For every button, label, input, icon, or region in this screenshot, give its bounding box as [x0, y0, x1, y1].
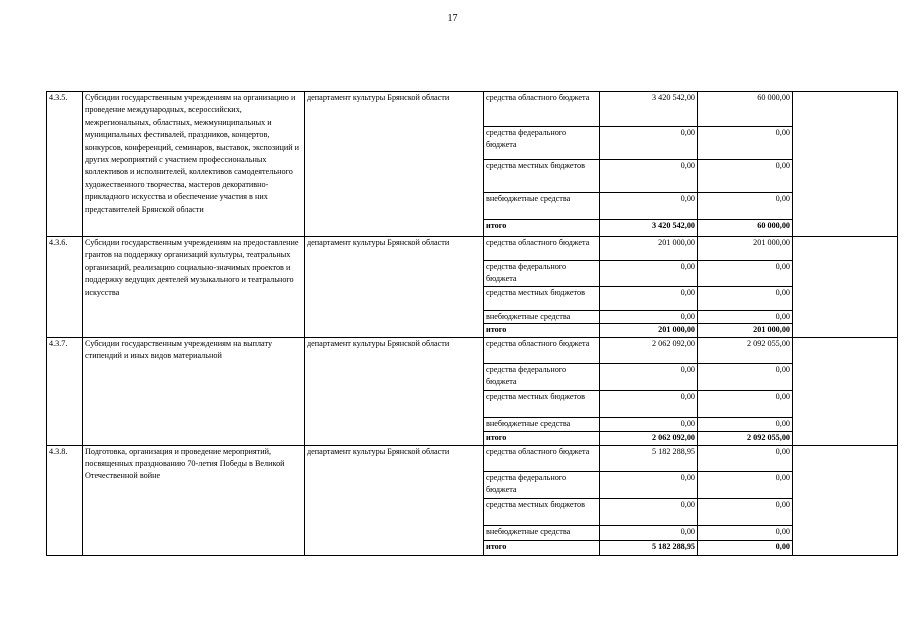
funding-source: средства федерального бюджета — [484, 363, 600, 390]
amount-1: 0,00 — [600, 310, 698, 323]
item-name: Субсидии государственным учреждениям на выплату стипендий и иных видов материальной — [83, 337, 305, 445]
funding-source: внебюджетные средства — [484, 525, 600, 540]
amount-1: 0,00 — [600, 417, 698, 431]
total-label: итого — [484, 324, 600, 337]
amount-2: 0,00 — [698, 310, 793, 323]
funding-source: средства федерального бюджета — [484, 471, 600, 498]
amount-1: 5 182 288,95 — [600, 445, 698, 471]
total-label: итого — [484, 431, 600, 445]
item-executor: департамент культуры Брянской области — [305, 445, 484, 555]
funding-source: средства федерального бюджета — [484, 261, 600, 287]
empty-cell — [793, 337, 898, 445]
total-amount-2: 60 000,00 — [698, 220, 793, 237]
funding-source: средства местных бюджетов — [484, 390, 600, 417]
item-code: 4.3.8. — [47, 445, 83, 555]
amount-2: 60 000,00 — [698, 92, 793, 127]
amount-1: 3 420 542,00 — [600, 92, 698, 127]
funding-source: средства областного бюджета — [484, 237, 600, 261]
empty-cell — [793, 92, 898, 237]
amount-1: 0,00 — [600, 471, 698, 498]
amount-1: 0,00 — [600, 193, 698, 220]
amount-2: 0,00 — [698, 286, 793, 310]
total-amount-2: 201 000,00 — [698, 324, 793, 337]
amount-1: 0,00 — [600, 363, 698, 390]
funding-source: средства местных бюджетов — [484, 498, 600, 525]
funding-source: внебюджетные средства — [484, 417, 600, 431]
amount-2: 0,00 — [698, 445, 793, 471]
amount-2: 0,00 — [698, 193, 793, 220]
table-row — [47, 445, 898, 471]
empty-cell — [793, 445, 898, 555]
funding-source: средства областного бюджета — [484, 337, 600, 363]
funding-source: средства областного бюджета — [484, 92, 600, 127]
amount-1: 0,00 — [600, 525, 698, 540]
amount-2: 0,00 — [698, 363, 793, 390]
total-label: итого — [484, 540, 600, 555]
item-executor: департамент культуры Брянской области — [305, 92, 484, 237]
total-amount-1: 5 182 288,95 — [600, 540, 698, 555]
total-amount-2: 0,00 — [698, 540, 793, 555]
funding-source: средства местных бюджетов — [484, 286, 600, 310]
amount-1: 0,00 — [600, 390, 698, 417]
total-amount-1: 201 000,00 — [600, 324, 698, 337]
item-name: Субсидии государственным учреждениям на предоставление грантов на поддержку организаций культуры, театральных организаций, реализацию социально-значимых проектов и поддержку ведущих деятелей музыкального и театрального искусства — [83, 237, 305, 338]
item-name: Подготовка, организация и проведение мероприятий, посвященных празднованию 70-летия Победы в Великой Отечественной войне — [83, 445, 305, 555]
page-number: 17 — [447, 13, 458, 24]
total-amount-1: 3 420 542,00 — [600, 220, 698, 237]
amount-1: 2 062 092,00 — [600, 337, 698, 363]
empty-cell — [793, 237, 898, 338]
table-row — [47, 237, 898, 261]
item-name: Субсидии государственным учреждениям на организацию и проведение международных, всероссийских, межрегиональных, областных, межмуниципальных и муниципальных фестивалей, праздников, концертов, конкурсов, конференций, семинаров, выставок, экспозиций и других мероприятий с участием профессиональных коллективов и исполнителей, коллективов самодеятельного художественного творчества, мастеров декоративно-прикладного искусства и обеспечение участия в них представителей Брянской области — [83, 92, 305, 237]
amount-1: 201 000,00 — [600, 237, 698, 261]
funding-source: средства местных бюджетов — [484, 160, 600, 193]
amount-2: 0,00 — [698, 160, 793, 193]
funding-source: внебюджетные средства — [484, 193, 600, 220]
amount-1: 0,00 — [600, 498, 698, 525]
budget-table — [46, 91, 898, 556]
funding-source: внебюджетные средства — [484, 310, 600, 323]
amount-2: 0,00 — [698, 498, 793, 525]
item-code: 4.3.6. — [47, 237, 83, 338]
amount-2: 201 000,00 — [698, 237, 793, 261]
amount-2: 2 092 055,00 — [698, 337, 793, 363]
funding-source: средства областного бюджета — [484, 445, 600, 471]
amount-2: 0,00 — [698, 471, 793, 498]
total-label: итого — [484, 220, 600, 237]
amount-1: 0,00 — [600, 127, 698, 160]
total-amount-2: 2 092 055,00 — [698, 431, 793, 445]
amount-1: 0,00 — [600, 261, 698, 287]
table-row — [47, 337, 898, 363]
total-amount-1: 2 062 092,00 — [600, 431, 698, 445]
amount-2: 0,00 — [698, 261, 793, 287]
item-code: 4.3.5. — [47, 92, 83, 237]
amount-2: 0,00 — [698, 390, 793, 417]
amount-2: 0,00 — [698, 417, 793, 431]
table-row — [47, 92, 898, 127]
item-executor: департамент культуры Брянской области — [305, 237, 484, 338]
item-executor: департамент культуры Брянской области — [305, 337, 484, 445]
amount-2: 0,00 — [698, 127, 793, 160]
amount-1: 0,00 — [600, 286, 698, 310]
amount-2: 0,00 — [698, 525, 793, 540]
funding-source: средства федерального бюджета — [484, 127, 600, 160]
item-code: 4.3.7. — [47, 337, 83, 445]
amount-1: 0,00 — [600, 160, 698, 193]
